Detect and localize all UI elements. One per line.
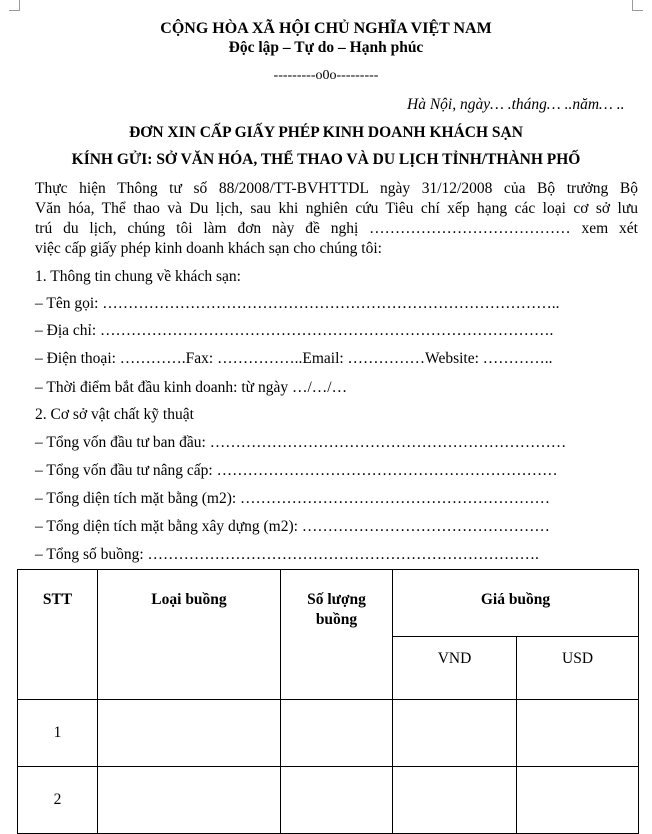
section2-heading: 2. Cơ sở vật chất kỹ thuật xyxy=(35,406,194,423)
table-row xyxy=(18,700,639,767)
header-vnd: VND xyxy=(393,637,517,700)
header-room-price: Giá buồng xyxy=(393,570,639,637)
intro-line-1: Thực hiện Thông tư số 88/2008/TT-BVHTTDL ngày 31/12/2008 của Bộ trưởng Bộ xyxy=(35,180,638,197)
header-usd: USD xyxy=(517,637,639,700)
divider: ---------o0o--------- xyxy=(273,68,379,83)
cell-price-usd xyxy=(517,700,639,767)
field-total-rooms: – Tổng số buồng: …………………………………………………………………. xyxy=(35,546,539,563)
cell-room-quantity xyxy=(281,700,393,767)
intro-line-4: việc cấp giấy phép kinh doanh khách sạn cho chúng tôi: xyxy=(35,240,382,257)
cell-room-quantity xyxy=(281,767,393,834)
cell-price-vnd xyxy=(393,700,517,767)
margin-mark-left xyxy=(9,0,20,11)
republic-heading: CỘNG HÒA XÃ HỘI CHỦ NGHĨA VIỆT NAM xyxy=(160,20,492,37)
date-line: Hà Nội, ngày… .tháng… ..năm… .. xyxy=(407,96,625,113)
recipient: KÍNH GỬI: SỞ VĂN HÓA, THỂ THAO VÀ DU LỊCH TỈNH/THÀNH PHỐ xyxy=(71,151,581,168)
cell-room-type xyxy=(98,700,281,767)
cell-price-usd xyxy=(517,767,639,834)
header-stt: STT xyxy=(18,570,98,700)
row-number: 1 xyxy=(18,700,98,767)
cell-price-vnd xyxy=(393,767,517,834)
intro-line-3: trú du lịch, chúng tôi làm đơn này đề nghị ………………………………… xem xét xyxy=(35,220,638,237)
margin-mark-right xyxy=(632,0,643,11)
header-room-type: Loại buồng xyxy=(98,570,281,700)
table-row xyxy=(18,767,639,834)
field-floor-area: – Tổng diện tích mặt bằng (m2): …………………………………………………… xyxy=(35,490,551,507)
document-title: ĐƠN XIN CẤP GIẤY PHÉP KINH DOANH KHÁCH SẠN xyxy=(129,124,523,141)
field-name: – Tên gọi: …………………………………………………………………………….. xyxy=(35,295,560,312)
field-start-date: – Thời điểm bắt đầu kinh doanh: từ ngày …/…/… xyxy=(35,379,348,396)
intro-line-2: Văn hóa, Thể thao và Du lịch, sau khi nghiên cứu Tiêu chí xếp hạng các loại cơ sở lưu xyxy=(35,200,638,217)
field-address: – Địa chỉ: ……………………………………………………………………………. xyxy=(35,322,554,339)
header-room-quantity xyxy=(281,570,393,700)
section1-heading: 1. Thông tin chung về khách sạn: xyxy=(35,268,241,285)
row-number: 2 xyxy=(18,767,98,834)
cell-room-type xyxy=(98,767,281,834)
field-contact: – Điện thoại: ………….Fax: ……………..Email: ……………Website: ………….. xyxy=(35,350,553,367)
header-room-quantity-line2: buồng xyxy=(315,611,358,628)
header-room-quantity-line1: Số lượng xyxy=(307,591,366,608)
field-build-area: – Tổng diện tích mặt bằng xây dựng (m2): ………………………………………… xyxy=(35,518,550,535)
room-table xyxy=(17,569,639,834)
field-capital-initial: – Tổng vốn đầu tư ban đầu: …………………………………………………………… xyxy=(35,434,567,451)
motto: Độc lập – Tự do – Hạnh phúc xyxy=(228,39,424,56)
field-capital-upgrade: – Tổng vốn đầu tư nâng cấp: ………………………………………………………… xyxy=(35,462,558,479)
